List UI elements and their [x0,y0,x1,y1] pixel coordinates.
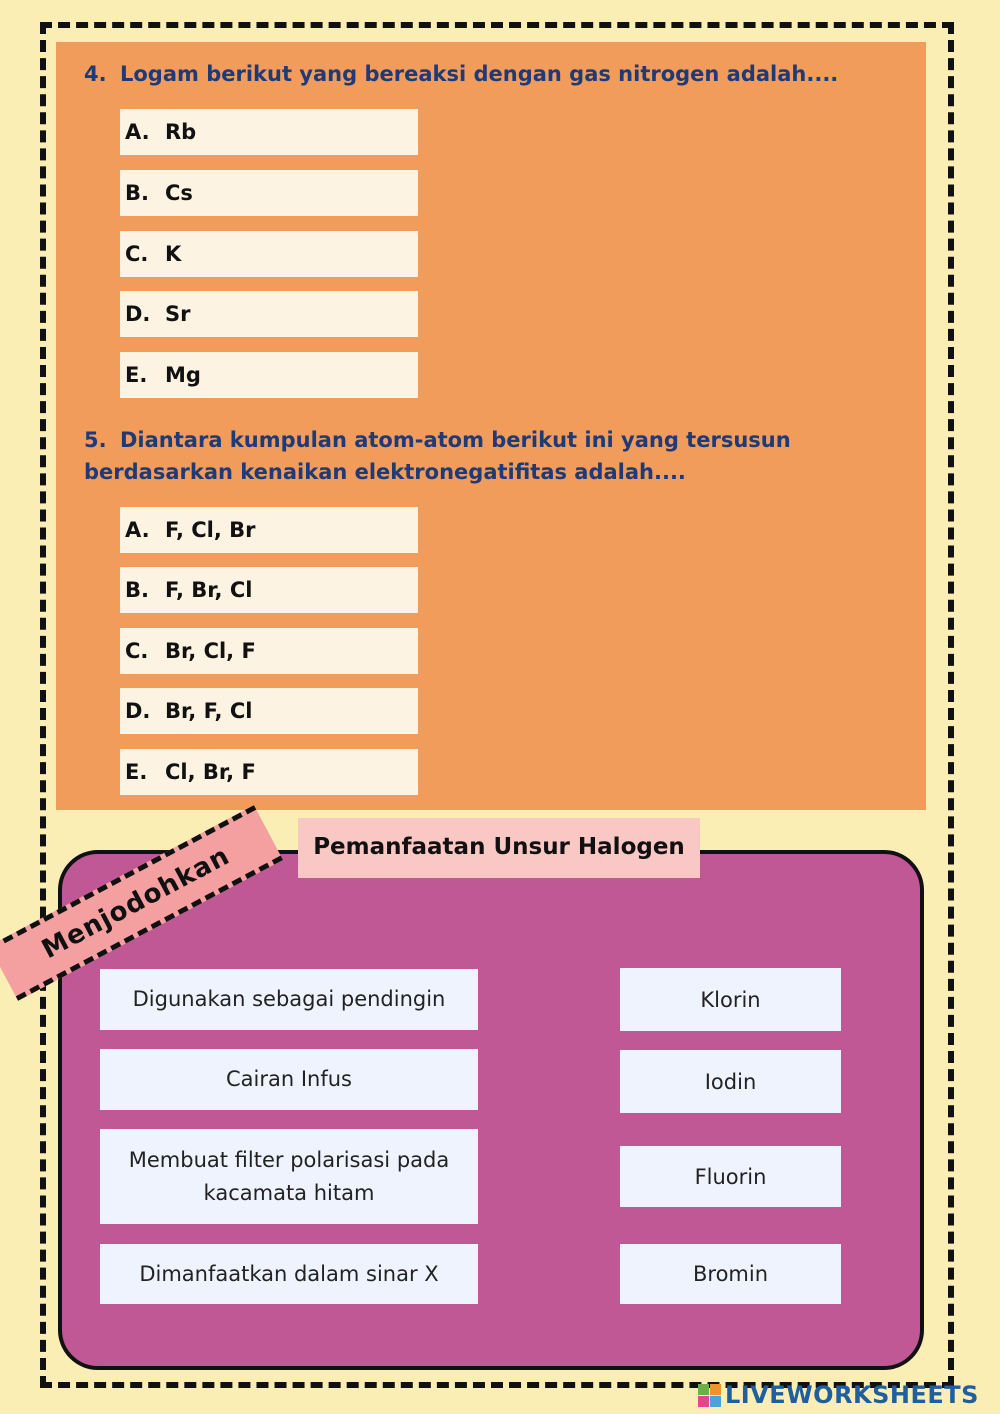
question-5-line2: berdasarkan kenaikan elektronegatifitas adalah.... [84,460,686,484]
option-text: Sr [165,302,191,326]
option-letter: B. [125,181,149,205]
section-ribbon: Menjodohkan [0,805,283,1001]
q5-option-b[interactable] [120,567,418,613]
q4-option-d[interactable] [120,291,418,337]
option-text: Cl, Br, F [165,760,256,784]
option-letter: E. [125,363,148,387]
liveworksheets-logo-icon [698,1384,721,1407]
match-left-item[interactable]: Digunakan sebagai pendingin [100,969,478,1030]
brand-name: LIVEWORKSHEETS [725,1381,979,1409]
option-text: Br, F, Cl [165,699,253,723]
option-text: Rb [165,120,197,144]
question-4-text: Logam berikut yang bereaksi dengan gas nitrogen adalah.... [120,62,839,86]
question-4-number: 4. [84,62,107,86]
option-letter: A. [125,518,150,542]
option-text: Br, Cl, F [165,639,256,663]
section-title: Pemanfaatan Unsur Halogen [298,818,700,878]
match-left-item[interactable]: Cairan Infus [100,1049,478,1110]
option-letter: E. [125,760,148,784]
option-text: Mg [165,363,201,387]
question-5-line1: Diantara kumpulan atom-atom berikut ini yang tersusun [120,428,791,452]
q5-option-e[interactable] [120,749,418,795]
question-5-number: 5. [84,428,107,452]
match-right-item[interactable]: Bromin [620,1244,841,1304]
match-right-item[interactable]: Iodin [620,1050,841,1113]
match-right-item[interactable]: Fluorin [620,1146,841,1207]
q4-option-b[interactable] [120,170,418,216]
option-text: Cs [165,181,193,205]
option-letter: C. [125,639,149,663]
question-5 [84,424,791,488]
q5-option-c[interactable] [120,628,418,674]
match-left-item[interactable]: Dimanfaatkan dalam sinar X [100,1244,478,1304]
option-letter: D. [125,699,151,723]
q4-option-e[interactable] [120,352,418,398]
option-text: F, Br, Cl [165,578,253,602]
option-text: K [165,242,182,266]
liveworksheets-brand[interactable] [698,1378,979,1412]
q5-option-a[interactable] [120,507,418,553]
option-letter: C. [125,242,149,266]
q5-option-d[interactable] [120,688,418,734]
match-right-item[interactable]: Klorin [620,968,841,1031]
option-text: F, Cl, Br [165,518,256,542]
q4-option-a[interactable] [120,109,418,155]
option-letter: D. [125,302,151,326]
q4-option-c[interactable] [120,231,418,277]
match-left-item[interactable]: Membuat filter polarisasi pada kacamata hitam [100,1129,478,1224]
option-letter: B. [125,578,149,602]
question-4 [84,58,838,90]
option-letter: A. [125,120,150,144]
